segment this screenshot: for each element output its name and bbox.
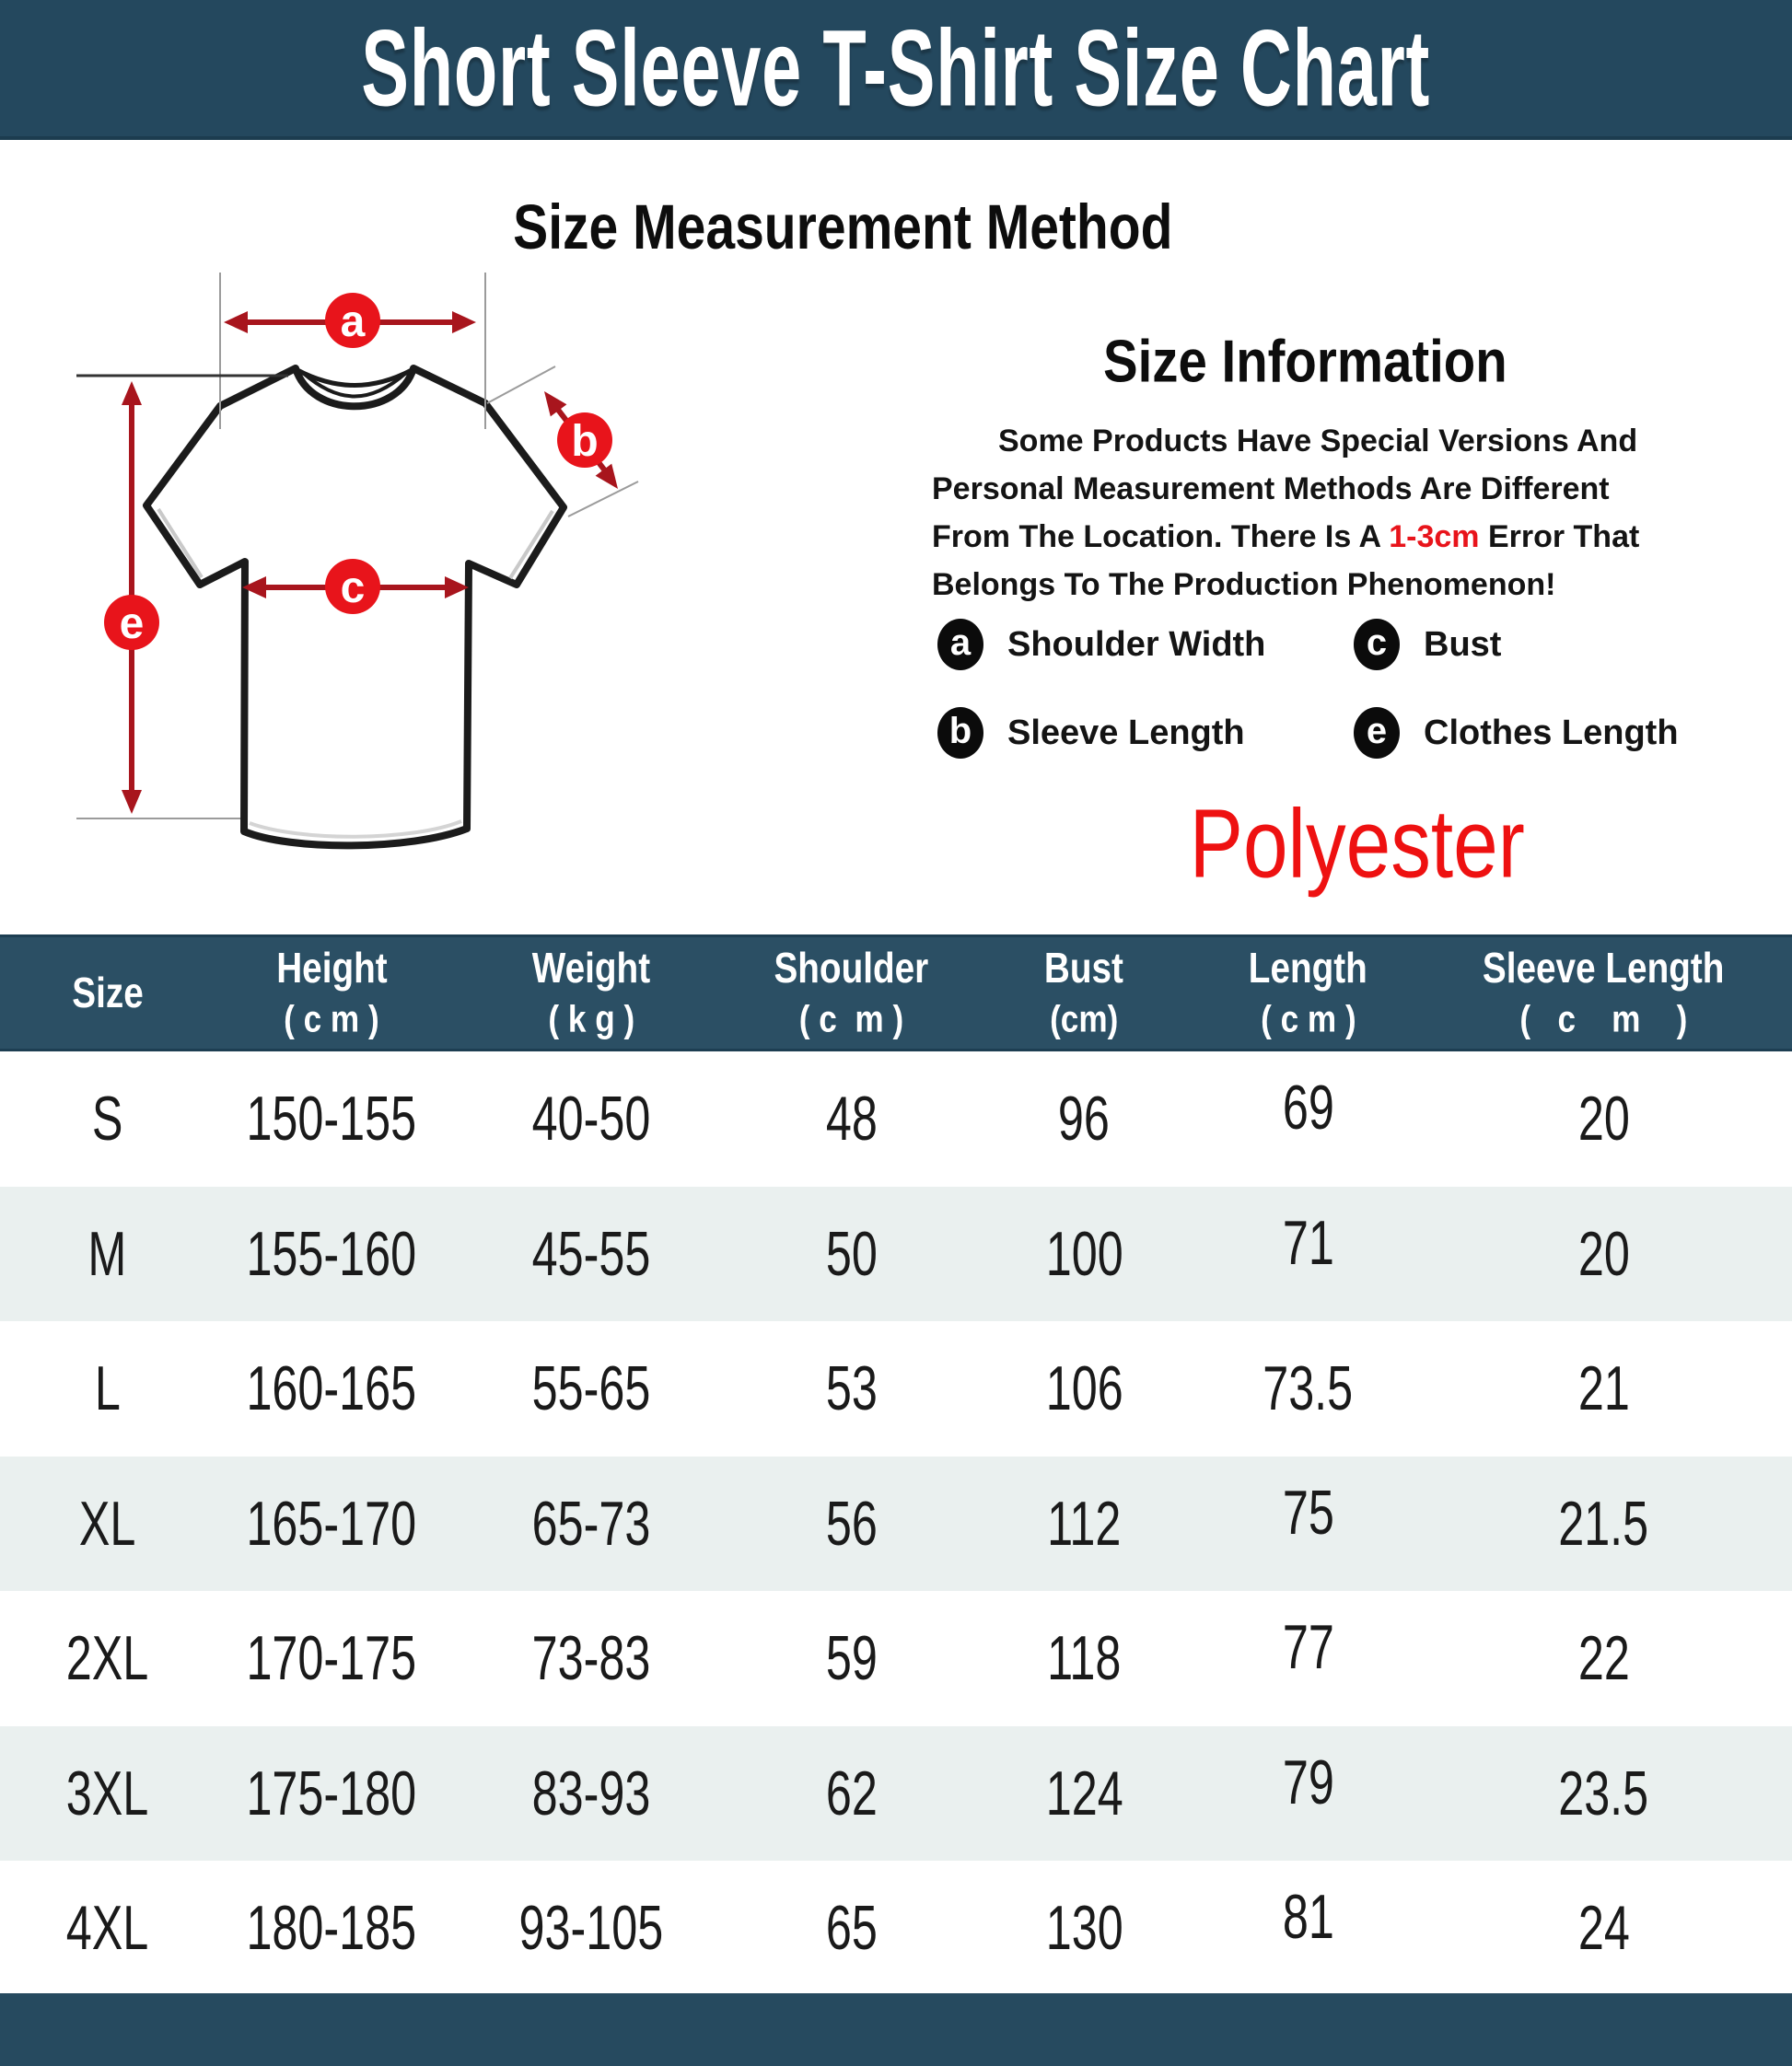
size-cell: XL xyxy=(78,1488,136,1559)
badge-c-icon: c xyxy=(1354,619,1400,670)
svg-text:c: c xyxy=(340,563,366,612)
size-cell: 2XL xyxy=(65,1623,149,1694)
badge-a-icon: a xyxy=(937,619,983,670)
table-cell: 155-160 xyxy=(246,1218,417,1289)
table-cell: 53 xyxy=(825,1353,878,1424)
table-cell: 71 xyxy=(1282,1207,1334,1278)
table-cell: 69 xyxy=(1282,1073,1334,1143)
table-cell: 55-65 xyxy=(531,1353,651,1424)
table-cell: 23.5 xyxy=(1558,1758,1649,1828)
col-header-length: Length ( c m ) xyxy=(1249,944,1368,1040)
table-cell: 73-83 xyxy=(531,1623,651,1694)
footer-band xyxy=(0,1993,1792,2066)
info-line: From The Location. There Is A 1-3cm Error That xyxy=(932,519,1640,554)
table-row xyxy=(0,1051,1792,1187)
col-header-sleeve-length: Sleeve Length ( c m ) xyxy=(1483,944,1725,1040)
table-cell: 20 xyxy=(1577,1084,1630,1155)
table-cell: 56 xyxy=(825,1488,878,1559)
table-cell: 150-155 xyxy=(246,1084,417,1155)
table-cell: 160-165 xyxy=(246,1353,417,1424)
table-cell: 45-55 xyxy=(531,1218,651,1289)
table-row xyxy=(0,1591,1792,1726)
col-header-size: Size xyxy=(72,969,144,1016)
svg-text:e: e xyxy=(119,599,145,648)
table-cell: 59 xyxy=(825,1623,878,1694)
size-cell: M xyxy=(87,1218,127,1289)
col-header-bust: Bust (cm) xyxy=(1044,944,1124,1040)
size-table xyxy=(0,934,1792,1996)
size-cell: 3XL xyxy=(65,1758,149,1828)
table-cell: 62 xyxy=(825,1758,878,1828)
info-line: Personal Measurement Methods Are Different xyxy=(932,471,1610,506)
table-cell: 48 xyxy=(825,1084,878,1155)
legend-item-clothes-length: e Clothes Length xyxy=(1354,707,1729,759)
table-row xyxy=(0,1321,1792,1457)
badge-e-icon: e xyxy=(1354,707,1400,759)
col-header-height: Height ( c m ) xyxy=(275,944,388,1040)
col-header-weight: Weight ( k g ) xyxy=(531,944,651,1040)
table-cell: 83-93 xyxy=(531,1758,651,1828)
size-cell: L xyxy=(94,1353,121,1424)
table-cell: 65 xyxy=(825,1893,878,1964)
info-line: Some Products Have Special Versions And xyxy=(998,424,1638,458)
table-cell: 73.5 xyxy=(1263,1353,1354,1424)
info-line: Belongs To The Production Phenomenon! xyxy=(932,567,1556,602)
table-cell: 124 xyxy=(1045,1758,1123,1828)
table-cell: 20 xyxy=(1577,1218,1630,1289)
table-cell: 93-105 xyxy=(518,1893,664,1964)
page-banner xyxy=(0,0,1792,140)
table-cell: 21.5 xyxy=(1558,1488,1649,1559)
measurement-legend xyxy=(937,619,1729,759)
size-information-heading: Size Information xyxy=(1102,328,1507,395)
page-title: Short Sleeve T-Shirt Size Chart xyxy=(361,6,1431,129)
table-row xyxy=(0,1861,1792,1996)
size-cell: S xyxy=(91,1084,123,1155)
table-cell: 106 xyxy=(1045,1353,1123,1424)
table-header-row xyxy=(0,934,1792,1051)
table-cell: 96 xyxy=(1058,1084,1111,1155)
badge-b-icon: b xyxy=(937,707,983,759)
table-cell: 75 xyxy=(1282,1477,1334,1548)
table-row xyxy=(0,1187,1792,1322)
table-cell: 100 xyxy=(1045,1218,1123,1289)
table-cell: 65-73 xyxy=(531,1488,651,1559)
legend-item-bust: c Bust xyxy=(1354,619,1729,670)
table-cell: 170-175 xyxy=(246,1623,417,1694)
table-cell: 165-170 xyxy=(246,1488,417,1559)
size-information-text xyxy=(932,417,1678,609)
size-cell: 4XL xyxy=(65,1893,149,1964)
table-cell: 180-185 xyxy=(246,1893,417,1964)
size-table-body xyxy=(0,1051,1792,1996)
table-cell: 130 xyxy=(1045,1893,1123,1964)
table-cell: 40-50 xyxy=(531,1084,651,1155)
legend-item-sleeve-length: b Sleeve Length xyxy=(937,707,1354,759)
svg-text:b: b xyxy=(571,417,599,466)
measurement-method-heading: Size Measurement Method xyxy=(512,192,1173,263)
table-cell: 50 xyxy=(825,1218,878,1289)
size-information xyxy=(932,330,1678,609)
table-cell: 21 xyxy=(1577,1353,1630,1424)
table-cell: 81 xyxy=(1282,1882,1334,1953)
table-cell: 22 xyxy=(1577,1623,1630,1694)
table-cell: 79 xyxy=(1282,1747,1334,1817)
table-row xyxy=(0,1457,1792,1592)
material-label: Polyester xyxy=(1189,789,1526,900)
tshirt-measurement-diagram xyxy=(51,228,751,864)
svg-text:a: a xyxy=(340,297,366,346)
table-cell: 112 xyxy=(1047,1488,1122,1559)
tolerance-highlight: 1-3cm xyxy=(1389,519,1480,554)
table-row xyxy=(0,1726,1792,1862)
table-cell: 77 xyxy=(1282,1612,1334,1683)
table-cell: 175-180 xyxy=(246,1758,417,1828)
col-header-shoulder: Shoulder ( c m ) xyxy=(774,944,929,1040)
table-cell: 118 xyxy=(1047,1623,1122,1694)
legend-item-shoulder-width: a Shoulder Width xyxy=(937,619,1354,670)
table-cell: 24 xyxy=(1577,1893,1630,1964)
